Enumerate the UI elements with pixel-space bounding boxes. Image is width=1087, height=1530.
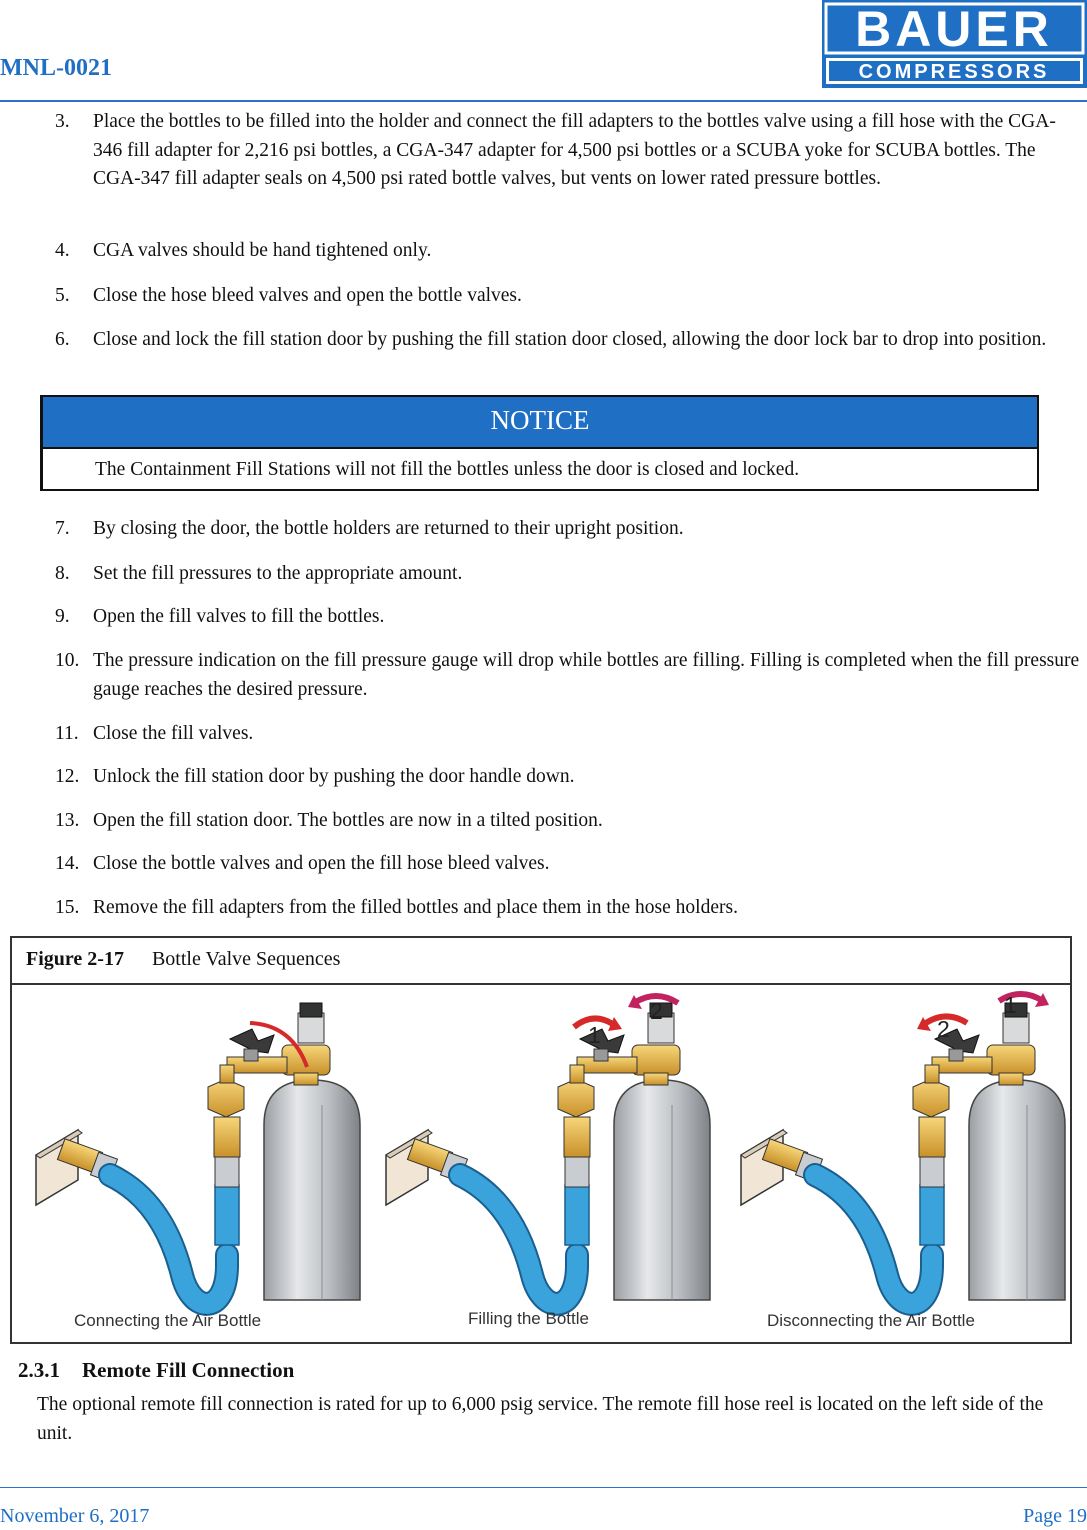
bottle-valve-illustration [12,985,1070,1342]
step-text: CGA valves should be hand tightened only. [93,240,432,261]
step-number: 7. [55,518,70,539]
step-text: Close and lock the fill station door by pushing the fill station door closed, allowing the door lock bar to drop into position. [93,329,1047,350]
section-body: The optional remote fill connection is rated for up to 6,000 psig service. The remote fill hose reel is located on the left side of the unit. [37,1394,1044,1444]
step-number: 5. [55,285,70,306]
caption-disconnecting: Disconnecting the Air Bottle [767,1311,975,1330]
section-title: Remote Fill Connection [82,1358,295,1382]
header-rule [0,100,1087,102]
step-14 [55,850,1080,879]
step-12 [55,763,1080,792]
step-5 [55,282,1080,311]
step-number: 9. [55,606,70,627]
panel-filling [386,995,710,1304]
step-number: 12. [55,766,80,787]
bauer-compressors-logo [822,0,1087,88]
step-text: By closing the door, the bottle holders are returned to their upright position. [93,518,684,539]
step-number: 11. [55,723,79,744]
figure-header [12,938,1070,985]
step-text: The pressure indication on the fill pressure gauge will drop while bottles are filling. Filling is completed when the fill pressure gauge reaches the desired pressure. [93,650,1080,700]
step-13 [55,807,1080,836]
step-11 [55,720,1080,749]
notice-box [40,395,1039,491]
panel-disconnecting [741,993,1065,1304]
step-text: Close the hose bleed valves and open the bottle valves. [93,285,522,306]
caption-filling: Filling the Bottle [468,1309,589,1328]
step-10 [55,647,1080,704]
step-text: Open the fill valves to fill the bottles. [93,606,385,627]
step-text: Close the fill valves. [93,723,254,744]
step-9 [55,603,1080,632]
step-text: Open the fill station door. The bottles are now in a tilted position. [93,810,603,831]
step-number: 10. [55,650,80,671]
step-text: Unlock the fill station door by pushing the door handle down. [93,766,575,787]
step-8 [55,560,1080,589]
panel3-label-2: 2 [937,1016,950,1042]
step-number: 6. [55,329,70,350]
step-number: 13. [55,810,80,831]
step-number: 14. [55,853,80,874]
step-3 [55,108,1080,194]
step-4 [55,237,1080,266]
footer-date: November 6, 2017 [0,1505,150,1527]
figure-2-17 [10,936,1072,1344]
step-text: Remove the fill adapters from the filled bottles and place them in the hose holders. [93,897,738,918]
panel2-label-2: 2 [650,998,663,1024]
section-number: 2.3.1 [18,1358,60,1382]
step-7 [55,515,1080,544]
step-6 [55,326,1080,355]
step-15 [55,894,1080,923]
step-text: Place the bottles to be filled into the holder and connect the fill adapters to the bottles valve using a fill hose with the CGA-346 fill adapter for 2,216 psi bottles, a CGA-347 adapter for 4,500 psi bottles or a SCUBA yoke for SCUBA bottles. The CGA-347 fill adapter seals on 4,500 psi rated bottle valves, but vents on lower rated pressure bottles. [93,111,1056,189]
section-heading [18,1358,316,1383]
figure-title: Bottle Valve Sequences [151,948,341,970]
logo-text-compressors: COMPRESSORS [858,61,1050,83]
step-number: 4. [55,240,70,261]
step-text: Close the bottle valves and open the fill hose bleed valves. [93,853,550,874]
footer-page-number: Page 19 [1023,1505,1087,1527]
step-number: 8. [55,563,70,584]
logo-text-bauer: BAUER [855,1,1053,57]
panel2-label-1: 1 [588,1022,601,1048]
step-number: 3. [55,111,70,132]
panel3-label-1: 1 [1004,992,1017,1018]
figure-label: Figure 2-17 [26,948,124,970]
panel-connecting [36,1003,360,1304]
step-text: Set the fill pressures to the appropriate amount. [93,563,463,584]
step-number: 15. [55,897,80,918]
notice-title: NOTICE [43,397,1037,449]
footer-rule [0,1487,1087,1488]
document-id: MNL-0021 [0,55,112,81]
caption-connecting: Connecting the Air Bottle [74,1311,262,1330]
notice-text: The Containment Fill Stations will not fill the bottles unless the door is closed and locked. [95,459,800,480]
